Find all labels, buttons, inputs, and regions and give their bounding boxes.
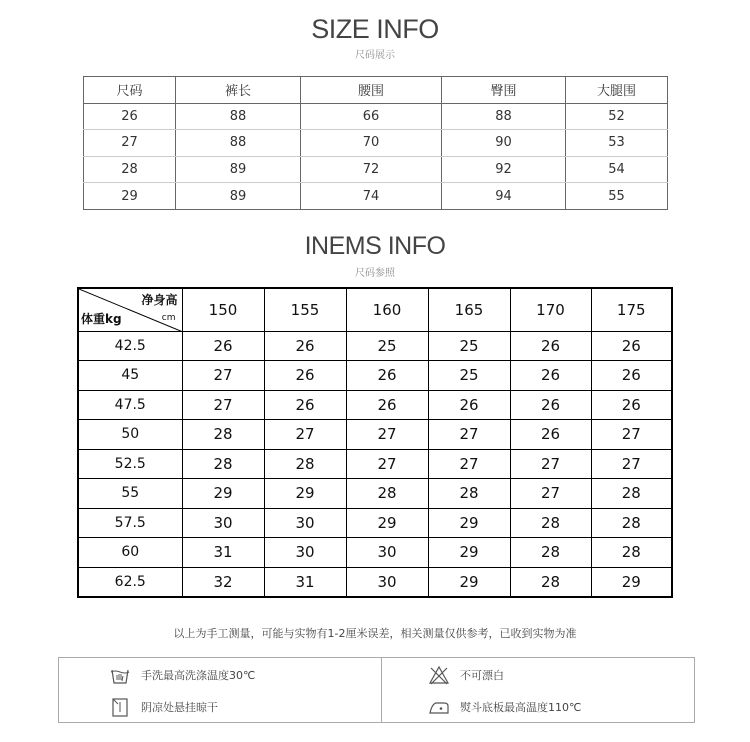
table-cell: 66 <box>301 103 442 130</box>
table-cell: 27 <box>428 449 510 479</box>
table-cell: 88 <box>442 103 566 130</box>
corner-height-label: 净身高 <box>141 293 178 307</box>
table-cell: 26 <box>182 331 264 361</box>
line-dry-shade-icon <box>109 696 131 718</box>
weight-cell: 45 <box>78 361 182 391</box>
weight-cell: 47.5 <box>78 390 182 420</box>
table-cell: 26 <box>84 103 176 130</box>
table-cell: 25 <box>428 331 510 361</box>
table-cell: 52 <box>566 103 668 130</box>
care-divider <box>381 658 382 722</box>
table-cell: 30 <box>346 538 428 568</box>
size-table <box>83 76 668 210</box>
table-row <box>78 538 672 568</box>
size-header-size: 尺码 <box>84 77 176 104</box>
table-cell: 94 <box>442 183 566 210</box>
table-cell: 28 <box>510 508 591 538</box>
table-cell: 26 <box>510 361 591 391</box>
table-cell: 29 <box>428 508 510 538</box>
height-header: 170 <box>510 288 591 331</box>
table-cell: 29 <box>428 567 510 597</box>
table-cell: 92 <box>442 156 566 183</box>
hand-wash-icon <box>109 664 131 686</box>
table-cell: 27 <box>510 479 591 509</box>
table-row <box>78 508 672 538</box>
table-cell: 28 <box>591 538 672 568</box>
table-cell: 29 <box>84 183 176 210</box>
table-row <box>78 567 672 597</box>
care-no-bleach-text: 不可漂白 <box>460 669 504 682</box>
table-cell: 31 <box>182 538 264 568</box>
care-instructions <box>58 657 695 723</box>
iron-icon <box>428 696 450 718</box>
table-cell: 27 <box>182 390 264 420</box>
table-cell: 27 <box>591 449 672 479</box>
table-cell: 88 <box>176 130 301 157</box>
table-row <box>84 156 668 183</box>
table-cell: 55 <box>566 183 668 210</box>
height-header: 175 <box>591 288 672 331</box>
table-cell: 53 <box>566 130 668 157</box>
table-cell: 29 <box>428 538 510 568</box>
table-cell: 27 <box>264 420 346 450</box>
table-cell: 29 <box>346 508 428 538</box>
table-cell: 28 <box>510 538 591 568</box>
table-cell: 54 <box>566 156 668 183</box>
measurement-note: 以上为手工测量，可能与实物有1-2厘米误差，相关测量仅供参考，已收到实物为准 <box>173 627 577 640</box>
table-cell: 28 <box>264 449 346 479</box>
table-cell: 30 <box>182 508 264 538</box>
table-corner-header <box>78 288 182 331</box>
table-cell: 26 <box>591 390 672 420</box>
table-cell: 28 <box>428 479 510 509</box>
table-cell: 27 <box>510 449 591 479</box>
table-cell: 29 <box>182 479 264 509</box>
size-header-length: 裤长 <box>176 77 301 104</box>
table-cell: 30 <box>346 567 428 597</box>
size-header-waist: 腰围 <box>301 77 442 104</box>
weight-cell: 55 <box>78 479 182 509</box>
table-cell: 27 <box>84 130 176 157</box>
table-row <box>78 390 672 420</box>
table-cell: 89 <box>176 183 301 210</box>
table-cell: 28 <box>510 567 591 597</box>
table-cell: 26 <box>264 390 346 420</box>
weight-cell: 50 <box>78 420 182 450</box>
table-cell: 28 <box>182 449 264 479</box>
table-row <box>78 479 672 509</box>
weight-cell: 42.5 <box>78 331 182 361</box>
table-cell: 28 <box>84 156 176 183</box>
table-cell: 27 <box>591 420 672 450</box>
table-cell: 89 <box>176 156 301 183</box>
table-cell: 88 <box>176 103 301 130</box>
table-cell: 26 <box>510 420 591 450</box>
table-cell: 30 <box>264 538 346 568</box>
weight-cell: 52.5 <box>78 449 182 479</box>
table-cell: 30 <box>264 508 346 538</box>
table-cell: 25 <box>428 361 510 391</box>
table-cell: 26 <box>510 390 591 420</box>
table-row <box>78 420 672 450</box>
table-cell: 27 <box>346 449 428 479</box>
height-header: 150 <box>182 288 264 331</box>
table-cell: 26 <box>264 331 346 361</box>
care-item-shade-dry <box>109 696 218 718</box>
care-item-iron <box>428 696 581 718</box>
table-cell: 25 <box>346 331 428 361</box>
table-cell: 29 <box>591 567 672 597</box>
table-cell: 27 <box>346 420 428 450</box>
care-hand-wash-text: 手洗最高洗涤温度30℃ <box>141 669 256 682</box>
table-cell: 28 <box>182 420 264 450</box>
table-cell: 70 <box>301 130 442 157</box>
table-cell: 26 <box>264 361 346 391</box>
table-row <box>84 103 668 130</box>
table-cell: 28 <box>591 479 672 509</box>
corner-unit-label: cm <box>161 312 176 323</box>
weight-cell: 57.5 <box>78 508 182 538</box>
table-cell: 26 <box>510 331 591 361</box>
care-item-no-bleach <box>428 664 504 686</box>
size-table-header-row <box>84 77 668 104</box>
size-info-subtitle: 尺码展示 <box>355 50 395 61</box>
inems-info-title: INEMS INFO <box>304 232 446 260</box>
table-cell: 27 <box>182 361 264 391</box>
size-reference-table <box>77 287 673 598</box>
no-bleach-icon <box>428 664 450 686</box>
table-cell: 27 <box>428 420 510 450</box>
table-cell: 29 <box>264 479 346 509</box>
corner-weight-label: 体重kg <box>81 311 122 326</box>
table-cell: 28 <box>346 479 428 509</box>
weight-cell: 60 <box>78 538 182 568</box>
table-row <box>84 183 668 210</box>
table-row <box>78 449 672 479</box>
table-cell: 31 <box>264 567 346 597</box>
table-cell: 26 <box>428 390 510 420</box>
table-cell: 26 <box>346 390 428 420</box>
height-header: 160 <box>346 288 428 331</box>
size-header-hip: 臀围 <box>442 77 566 104</box>
table-cell: 32 <box>182 567 264 597</box>
table-cell: 90 <box>442 130 566 157</box>
height-header: 155 <box>264 288 346 331</box>
height-header: 165 <box>428 288 510 331</box>
inems-info-subtitle: 尺码参照 <box>355 268 395 279</box>
care-item-hand-wash <box>109 664 255 686</box>
reference-table-header-row <box>78 288 672 331</box>
table-cell: 28 <box>591 508 672 538</box>
care-shade-dry-text: 阴凉处悬挂晾干 <box>141 701 218 714</box>
weight-cell: 62.5 <box>78 567 182 597</box>
size-header-thigh: 大腿围 <box>566 77 668 104</box>
table-cell: 74 <box>301 183 442 210</box>
table-row <box>84 130 668 157</box>
table-cell: 72 <box>301 156 442 183</box>
table-cell: 26 <box>591 331 672 361</box>
table-row <box>78 331 672 361</box>
table-cell: 26 <box>346 361 428 391</box>
table-cell: 26 <box>591 361 672 391</box>
size-info-title: SIZE INFO <box>311 14 439 44</box>
care-iron-text: 熨斗底板最高温度110℃ <box>460 701 582 714</box>
table-row <box>78 361 672 391</box>
